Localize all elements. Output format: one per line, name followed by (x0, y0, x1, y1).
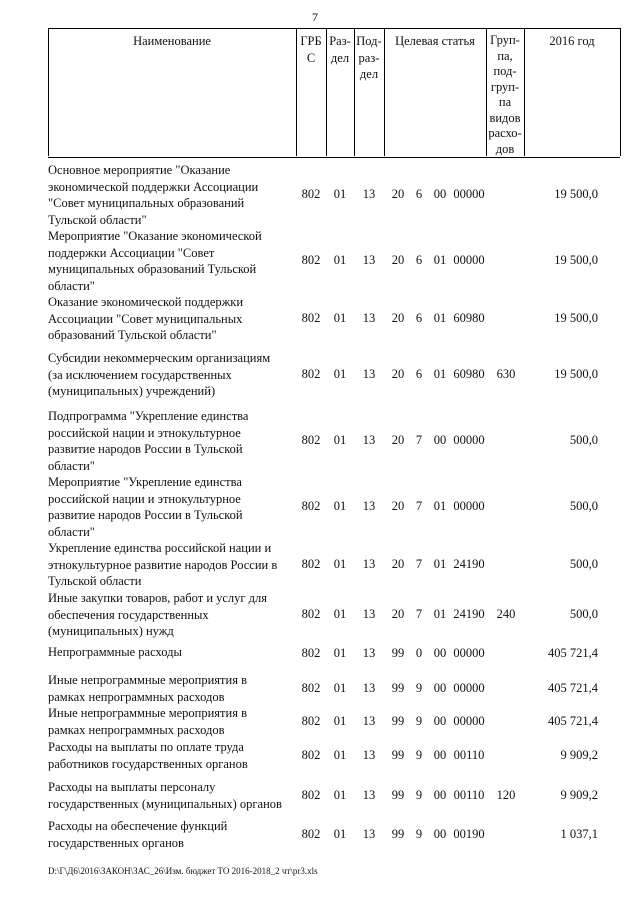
cell-amount: 1 037,1 (560, 827, 598, 841)
cell-t3: 00 (433, 748, 447, 762)
table-row (48, 474, 620, 540)
cell-rz: 01 (333, 748, 347, 762)
cell-t2: 7 (415, 433, 423, 447)
cell-pr: 13 (362, 714, 376, 728)
cell-amount: 9 909,2 (560, 788, 598, 802)
cell-pr: 13 (362, 788, 376, 802)
cell-t4: 60980 (453, 367, 485, 381)
cell-t3: 01 (433, 607, 447, 621)
header-divider (326, 28, 327, 156)
row-name: Иные непрограммные мероприятия в рамках непрограммных расходов (48, 706, 247, 737)
cell-t3: 01 (433, 253, 447, 267)
cell-rz: 01 (333, 367, 347, 381)
header-divider (486, 28, 487, 156)
header-grbs: ГРБ С (300, 34, 322, 65)
cell-t2: 9 (415, 748, 423, 762)
cell-t4: 00000 (453, 646, 485, 660)
cell-t2: 9 (415, 714, 423, 728)
cell-t1: 99 (391, 681, 405, 695)
cell-t3: 01 (433, 311, 447, 325)
cell-grbs: 802 (301, 827, 321, 841)
cell-t4: 60980 (453, 311, 485, 325)
cell-pr: 13 (362, 748, 376, 762)
header-year: 2016 год (549, 34, 595, 48)
cell-t3: 00 (433, 788, 447, 802)
cell-grbs: 802 (301, 253, 321, 267)
cell-amount: 500,0 (569, 499, 598, 513)
cell-t2: 7 (415, 499, 423, 513)
cell-rz: 01 (333, 827, 347, 841)
cell-rz: 01 (333, 646, 347, 660)
cell-t2: 9 (415, 827, 423, 841)
header-divider (384, 28, 385, 156)
cell-t4: 00000 (453, 681, 485, 695)
cell-t2: 6 (415, 367, 423, 381)
row-name: Субсидии некоммерческим организациям (за исключением государственных (муниципальных) учреждений) (48, 351, 271, 398)
cell-t1: 20 (391, 253, 405, 267)
cell-t1: 20 (391, 607, 405, 621)
cell-rz: 01 (333, 714, 347, 728)
cell-t4: 00000 (453, 187, 485, 201)
cell-amount: 19 500,0 (554, 187, 598, 201)
row-name: Мероприятие "Укрепление единства российской нации и этнокультурное развитие народов России в Тульской области" (48, 475, 243, 539)
row-name: Укрепление единства российской нации и этнокультурное развитие народов России в Тульской области (48, 541, 278, 588)
table-header (48, 28, 620, 158)
cell-t3: 01 (433, 367, 447, 381)
row-name: Основное мероприятие "Оказание экономической поддержки Ассоциации "Совет муниципальных образований Тульской области" (48, 163, 259, 227)
header-target: Целевая статья (395, 34, 475, 48)
cell-amount: 405 721,4 (548, 646, 598, 660)
row-name: Подпрограмма "Укрепление единства российской нации и этнокультурное развитие народов России в Тульской области" (48, 409, 249, 473)
cell-t1: 20 (391, 311, 405, 325)
header-divider (620, 28, 621, 156)
cell-amount: 19 500,0 (554, 367, 598, 381)
cell-t4: 00110 (453, 748, 485, 762)
table-row (48, 294, 620, 344)
table-row (48, 540, 620, 590)
cell-rz: 01 (333, 499, 347, 513)
cell-vr: 120 (496, 788, 516, 802)
cell-rz: 01 (333, 788, 347, 802)
cell-t3: 00 (433, 646, 447, 660)
cell-amount: 19 500,0 (554, 253, 598, 267)
table-row (48, 779, 620, 813)
cell-vr: 630 (496, 367, 516, 381)
cell-t1: 99 (391, 827, 405, 841)
header-divider (48, 28, 49, 156)
cell-t4: 24190 (453, 557, 485, 571)
cell-rz: 01 (333, 607, 347, 621)
cell-t3: 00 (433, 433, 447, 447)
cell-grbs: 802 (301, 187, 321, 201)
cell-t3: 00 (433, 827, 447, 841)
table-row (48, 672, 620, 706)
cell-t4: 00000 (453, 433, 485, 447)
cell-amount: 405 721,4 (548, 714, 598, 728)
header-name: Наименование (133, 34, 211, 48)
row-name: Непрограммные расходы (48, 645, 182, 659)
cell-grbs: 802 (301, 367, 321, 381)
row-name: Расходы на выплаты по оплате труда работников государственных органов (48, 740, 248, 771)
cell-t4: 00190 (453, 827, 485, 841)
cell-grbs: 802 (301, 311, 321, 325)
cell-grbs: 802 (301, 499, 321, 513)
cell-t2: 6 (415, 311, 423, 325)
cell-pr: 13 (362, 187, 376, 201)
header-divider (354, 28, 355, 156)
row-name: Расходы на обеспечение функций государственных органов (48, 819, 228, 850)
cell-rz: 01 (333, 557, 347, 571)
cell-pr: 13 (362, 646, 376, 660)
header-razdel: Раз- дел (329, 34, 351, 65)
cell-pr: 13 (362, 499, 376, 513)
cell-grbs: 802 (301, 714, 321, 728)
cell-pr: 13 (362, 433, 376, 447)
table-row (48, 162, 620, 228)
page-number: 7 (312, 10, 318, 24)
row-name: Расходы на выплаты персоналу государственных (муниципальных) органов (48, 780, 282, 811)
cell-t1: 20 (391, 499, 405, 513)
cell-rz: 01 (333, 433, 347, 447)
cell-pr: 13 (362, 557, 376, 571)
cell-t2: 6 (415, 187, 423, 201)
cell-grbs: 802 (301, 646, 321, 660)
cell-t1: 99 (391, 788, 405, 802)
cell-t3: 01 (433, 499, 447, 513)
cell-t2: 7 (415, 557, 423, 571)
cell-t2: 9 (415, 788, 423, 802)
cell-t4: 00000 (453, 499, 485, 513)
cell-amount: 500,0 (569, 607, 598, 621)
cell-t1: 20 (391, 557, 405, 571)
cell-t1: 20 (391, 367, 405, 381)
cell-grbs: 802 (301, 681, 321, 695)
cell-pr: 13 (362, 827, 376, 841)
cell-amount: 500,0 (569, 433, 598, 447)
cell-t1: 20 (391, 187, 405, 201)
cell-t2: 6 (415, 253, 423, 267)
table-row (48, 705, 620, 739)
header-podrazdel: Под- раз- дел (356, 34, 382, 81)
cell-t3: 00 (433, 681, 447, 695)
cell-pr: 13 (362, 253, 376, 267)
cell-pr: 13 (362, 607, 376, 621)
cell-t2: 7 (415, 607, 423, 621)
cell-t2: 0 (415, 646, 423, 660)
cell-amount: 19 500,0 (554, 311, 598, 325)
row-name: Оказание экономической поддержки Ассоциации "Совет муниципальных образований Тульской области" (48, 295, 244, 342)
table-row (48, 590, 620, 640)
cell-grbs: 802 (301, 433, 321, 447)
cell-rz: 01 (333, 681, 347, 695)
cell-t4: 00000 (453, 714, 485, 728)
cell-t3: 00 (433, 714, 447, 728)
cell-t3: 00 (433, 187, 447, 201)
table-row (48, 228, 620, 294)
cell-pr: 13 (362, 311, 376, 325)
header-group: Груп- па, под- груп- па видов расхо- дов (488, 33, 522, 156)
cell-amount: 405 721,4 (548, 681, 598, 695)
cell-t1: 99 (391, 748, 405, 762)
cell-amount: 500,0 (569, 557, 598, 571)
cell-pr: 13 (362, 681, 376, 695)
header-divider (524, 28, 525, 156)
cell-t1: 99 (391, 646, 405, 660)
cell-grbs: 802 (301, 748, 321, 762)
row-name: Иные закупки товаров, работ и услуг для обеспечения государственных (муниципальных) нужд (48, 591, 268, 638)
cell-grbs: 802 (301, 557, 321, 571)
table-row (48, 644, 620, 664)
cell-vr: 240 (496, 607, 516, 621)
cell-rz: 01 (333, 311, 347, 325)
table-row (48, 350, 620, 400)
table-row (48, 408, 620, 474)
header-divider (296, 28, 297, 156)
table-row (48, 818, 620, 852)
cell-rz: 01 (333, 187, 347, 201)
cell-t2: 9 (415, 681, 423, 695)
cell-grbs: 802 (301, 607, 321, 621)
row-name: Иные непрограммные мероприятия в рамках непрограммных расходов (48, 673, 247, 704)
table-row (48, 739, 620, 773)
cell-t4: 00000 (453, 253, 485, 267)
cell-t4: 00110 (453, 788, 485, 802)
cell-t4: 24190 (453, 607, 485, 621)
cell-t1: 99 (391, 714, 405, 728)
cell-grbs: 802 (301, 788, 321, 802)
cell-rz: 01 (333, 253, 347, 267)
cell-pr: 13 (362, 367, 376, 381)
file-path-footer: D:\Г\Д6\2016\ЗАКОН\ЗАС_26\Изм. бюджет ТО 2016-2018_2 чт\pr3.xls (48, 866, 318, 876)
row-name: Мероприятие "Оказание экономической поддержки Ассоциации "Совет муниципальных образований Тульской области" (48, 229, 262, 293)
cell-amount: 9 909,2 (560, 748, 598, 762)
cell-t1: 20 (391, 433, 405, 447)
cell-t3: 01 (433, 557, 447, 571)
